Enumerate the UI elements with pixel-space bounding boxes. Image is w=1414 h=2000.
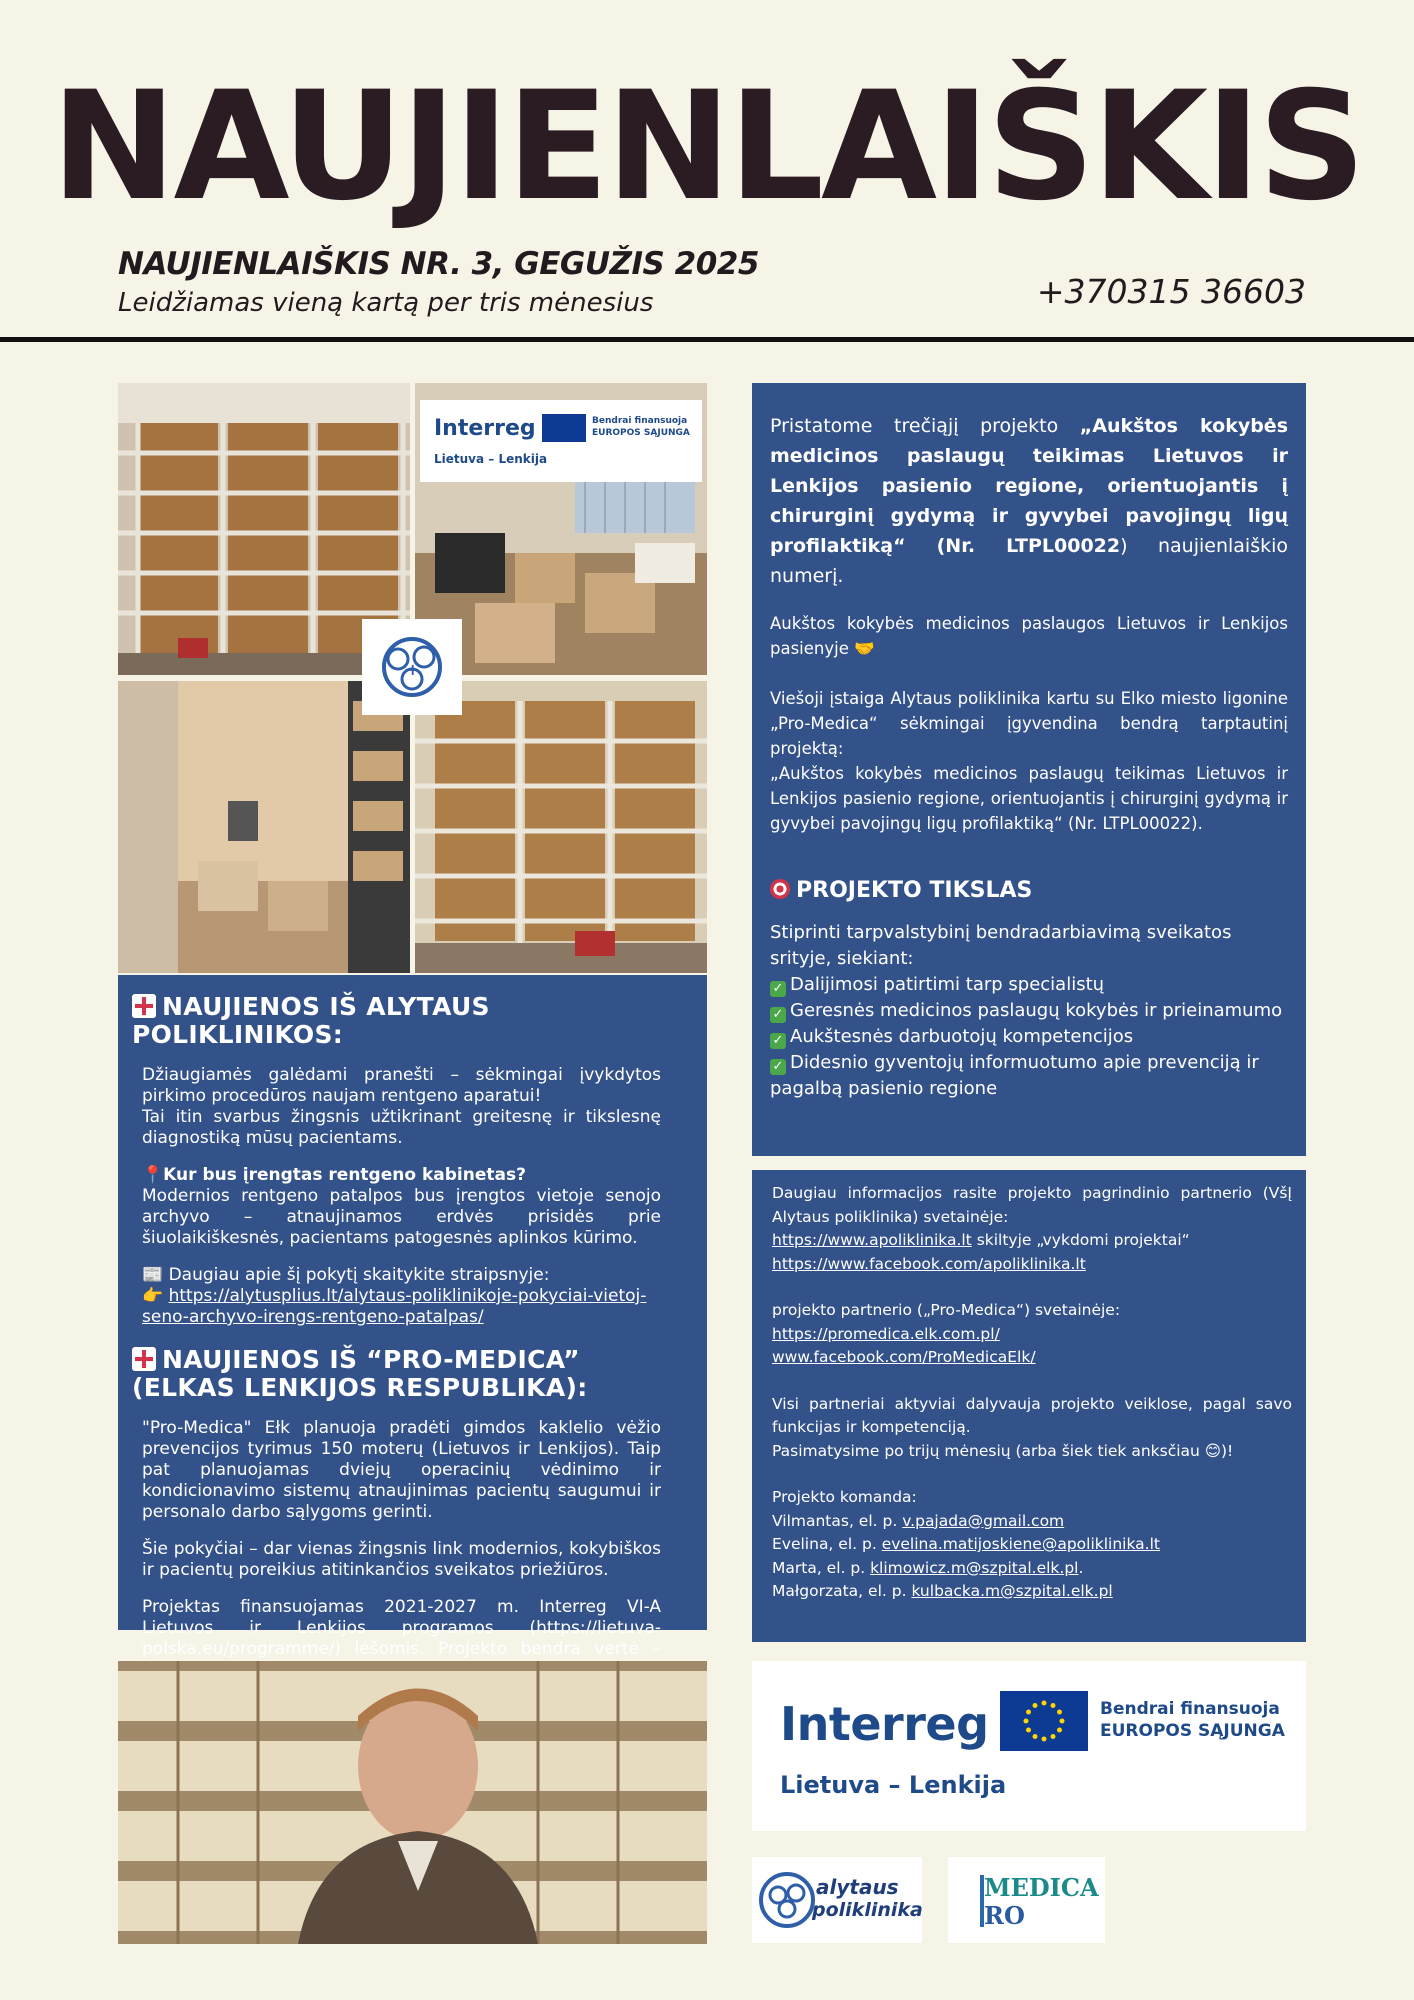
promedica-p1: "Pro-Medica" Ełk planuoja pradėti gimdos kaklelio vėžio prevencijos tyrimus 150 moterų (Lietuvos ir Lenkijos). Taip pat planuojamas dviejų operacinių vėdinimo ir kondicionavimo sistemų atnaujinimas pacientų saugumui ir personalo darbo sąlygoms gerinti.	[142, 1418, 661, 1522]
apoliklinika-facebook-link[interactable]: https://www.facebook.com/apoliklinika.lt	[772, 1254, 1086, 1273]
intro-p2: Viešoji įstaiga Alytaus poliklinika kartu su Elko miesto ligonine „Pro-Medica“ sėkmingai įgyvendina bendrą tarptautinį projektą:	[770, 689, 1288, 758]
pointing-hand-icon: 👉	[142, 1286, 164, 1306]
program-region-large: Lietuva – Lenkija	[780, 1771, 1007, 1799]
masthead-title: NAUJIENLAIŠKIS	[50, 60, 1364, 234]
team-member-name: Marta, el. p.	[772, 1558, 871, 1577]
promedica-link[interactable]: https://promedica.elk.com.pl/	[772, 1324, 1000, 1343]
phone-number: +370315 36603	[1036, 272, 1306, 311]
team-member	[772, 1557, 1292, 1581]
alytus-logo-line2: poliklinika	[812, 1899, 923, 1921]
team-member-name: Vilmantas, el. p.	[772, 1511, 903, 1530]
cofinance-line1-large: Bendrai finansuoja	[1100, 1699, 1280, 1719]
team-member-email[interactable]: kulbacka.m@szpital.elk.pl	[911, 1582, 1113, 1600]
eu-flag-icon	[542, 414, 586, 442]
xray-question-title: Kur bus įrengtas rentgeno kabinetas?	[163, 1165, 526, 1185]
article-link[interactable]: https://alytusplius.lt/alytaus-poliklinikoje-pokyciai-vietoj-seno-archyvo-irengs-rentgeno-patalpas/	[142, 1286, 647, 1327]
newspaper-icon: 📰	[142, 1265, 164, 1285]
goal-item-text: Didesnio gyventojų informuotumo apie prevenciją ir pagalbą pasienio regione	[770, 1052, 1259, 1099]
apoliklinika-link[interactable]: https://www.apoliklinika.lt	[772, 1231, 972, 1249]
xray-answer: Modernios rentgeno patalpos bus įrengtos vietoje senojo archyvo – atnaujinamos erdvės prisidės prie šiuolaikiškesnės, pacientams patogesnės aplinkos kūrimo.	[142, 1186, 661, 1248]
intro-tail: ) naujienlaiškio numerį.	[770, 535, 1288, 587]
intro-subheading: Aukštos kokybės medicinos paslaugos Lietuvos ir Lenkijos pasienyje 🤝	[770, 614, 1288, 658]
team-member-email[interactable]: evelina.matijoskiene@apoliklinika.lt	[881, 1535, 1160, 1553]
team-member	[772, 1510, 1292, 1534]
goal-lead: Stiprinti tarpvalstybinį bendradarbiavimą sveikatos srityje, siekiant:	[770, 922, 1232, 969]
intro-lead: Pristatome trečiąjį projekto	[770, 415, 1059, 437]
alytus-news-p2: Tai itin svarbus žingsnis užtikrinant greitesnę ir tikslesnę diagnostiką mūsų pacientams.	[142, 1107, 661, 1148]
check-icon: ✓	[770, 1059, 786, 1075]
cofinance-line1: Bendrai finansuoja	[592, 416, 688, 426]
goal-item	[770, 1050, 1288, 1102]
info-link4-line	[772, 1346, 1292, 1370]
promedica-logo	[948, 1857, 1105, 1943]
publication-frequency: Leidžiamas vieną kartą per tris mėnesius	[118, 288, 654, 318]
team-member	[772, 1533, 1292, 1557]
target-icon	[770, 879, 790, 899]
goal-item-text: Aukštesnės darbuotojų kompetencijos	[790, 1026, 1134, 1047]
more-info-label: Daugiau apie šį pokytį skaitykite straipsnyje:	[168, 1265, 550, 1285]
heading-promedica-news-text: NAUJIENOS IŠ “PRO-MEDICA” (ELKAS LENKIJOS RESPUBLIKA):	[132, 1345, 588, 1402]
goal-heading-text: PROJEKTO TIKSLAS	[796, 878, 1033, 903]
promedica-bottom-text: RO	[984, 1901, 1025, 1930]
interview-photo	[118, 1661, 707, 1944]
check-icon: ✓	[770, 1007, 786, 1023]
heading-alytus-news	[132, 993, 661, 1049]
info-p4: Pasimatysime po trijų mėnesių (arba šiek tiek anksčiau 😊)!	[772, 1441, 1234, 1460]
info-p1: Daugiau informacijos rasite projekto pagrindinio partnerio (VšĮ Alytaus poliklinika) svetainėje:	[772, 1184, 1292, 1226]
check-icon: ✓	[770, 1033, 786, 1049]
team-member-end: .	[1078, 1558, 1084, 1577]
team-member	[772, 1580, 1292, 1604]
team-member-email[interactable]: v.pajada@gmail.com	[902, 1511, 1065, 1530]
header-divider	[0, 337, 1414, 342]
team-label: Projekto komanda:	[772, 1488, 917, 1506]
goal-item	[770, 1024, 1288, 1050]
heading-promedica-news	[132, 1346, 661, 1402]
interreg-wordmark: Interreg	[434, 416, 536, 441]
goal-item	[770, 998, 1288, 1024]
cofinance-line2-large: EUROPOS SĄJUNGA	[1100, 1721, 1285, 1741]
intro-p3: „Aukštos kokybės medicinos paslaugų teikimas Lietuvos ir Lenkijos pasienio regione, orientuojantis į chirurginį gydymą ir gyvybei pavojingų ligų profilaktiką“ (Nr. LTPL00022).	[770, 764, 1288, 833]
contact-panel	[752, 1170, 1306, 1642]
goal-item-text: Dalijimosi patirtimi tarp specialistų	[790, 974, 1105, 995]
info-p3: Visi partneriai aktyviai dalyvauja projekto veiklose, pagal savo funkcijas ir kompetenciją.	[772, 1394, 1292, 1436]
intro-project-title: „Aukštos kokybės medicinos paslaugų teikimas Lietuvos ir Lenkijos pasienio regione, orientuojantis į chirurginį gydymą ir gyvybei pavojingų ligų profilaktiką“ (Nr. LTPL00022	[770, 415, 1289, 557]
promedica-top-text: MEDICA	[984, 1873, 1099, 1902]
alytus-news-p1: Džiaugiamės galėdami pranešti – sėkmingai įvykdytos pirkimo procedūros naujam rentgeno aparatui!	[142, 1065, 661, 1106]
alytus-poliklinika-logo	[752, 1857, 922, 1943]
interreg-wordmark-large: Interreg	[780, 1697, 989, 1751]
goal-list	[770, 972, 1288, 1102]
article-link-line	[142, 1286, 661, 1328]
archive-corridor-photo	[118, 681, 410, 973]
goal-item	[770, 972, 1288, 998]
more-info-line	[142, 1265, 661, 1286]
alytus-emblem-icon	[362, 619, 462, 715]
heading-alytus-news-text: NAUJIENOS IŠ ALYTAUS POLIKLINIKOS:	[132, 992, 490, 1049]
check-icon: ✓	[770, 981, 786, 997]
goal-item-text: Geresnės medicinos paslaugų kokybės ir prieinamumo	[790, 1000, 1283, 1021]
info-link1-line	[772, 1229, 1292, 1253]
eu-flag-icon-large	[1000, 1691, 1088, 1751]
news-panel-left	[118, 975, 707, 1659]
info-p2: projekto partnerio („Pro-Medica“) svetainėje:	[772, 1301, 1121, 1319]
archive-shelves-photo-2	[415, 681, 707, 973]
goal-heading	[770, 878, 1288, 904]
alytus-logo-line1: alytaus	[816, 1875, 899, 1899]
svg-text:+: +	[406, 660, 420, 679]
team-member-name: Evelina, el. p.	[772, 1535, 882, 1553]
interreg-logo-small	[420, 400, 702, 482]
issue-number: NAUJIENLAIŠKIS NR. 3, GEGUŽIS 2025	[118, 246, 759, 282]
pin-icon: 📍	[142, 1165, 164, 1185]
promedica-p2: Šie pokyčiai – dar vienas žingsnis link modernios, kokybiškos ir pacientų poreikius atitinkančios sveikatos priežiūros.	[142, 1539, 661, 1580]
team-member-name: Małgorzata, el. p.	[772, 1582, 912, 1600]
team-member-email[interactable]: klimowicz.m@szpital.elk.pl	[870, 1558, 1079, 1577]
xray-question	[142, 1165, 661, 1186]
info-link1-tail: skiltyje „vykdomi projektai“	[971, 1231, 1190, 1249]
interreg-logo-large	[752, 1661, 1306, 1831]
alytus-logo-emblem-icon	[756, 1869, 818, 1931]
intro-panel	[752, 383, 1306, 1156]
hospital-icon	[132, 994, 156, 1018]
promedica-facebook-link[interactable]: www.facebook.com/ProMedicaElk/	[772, 1348, 1036, 1366]
info-link3-line	[772, 1323, 1292, 1347]
program-region: Lietuva – Lenkija	[434, 452, 548, 466]
cofinance-line2: EUROPOS SĄJUNGA	[592, 428, 690, 438]
intro-paragraph	[770, 411, 1288, 591]
info-link2-line	[772, 1253, 1292, 1277]
funding-paragraph: Projektas finansuojamas 2021-2027 m. Interreg VI-A Lietuvos ir Lenkijos programos (https://lietuva-polska.eu/programme/) lėšomis. Projekto bendra vertė –	[142, 1597, 661, 1659]
hospital-icon-2	[132, 1347, 156, 1371]
